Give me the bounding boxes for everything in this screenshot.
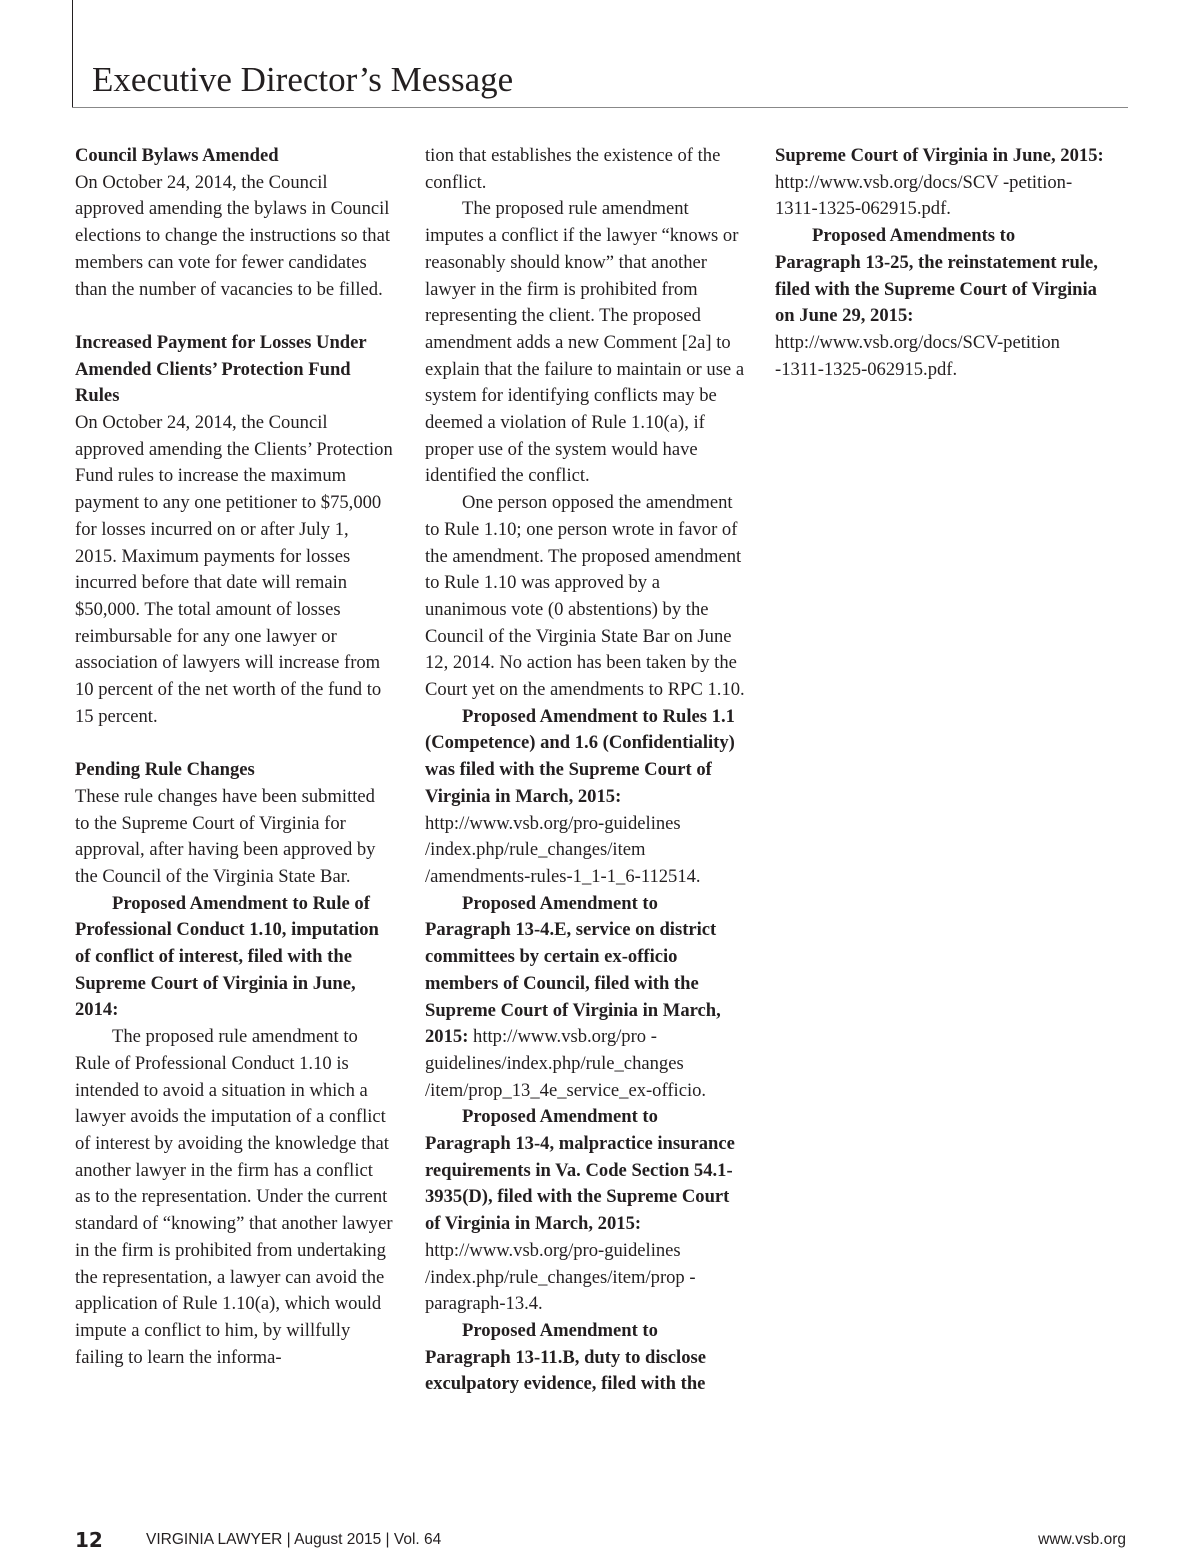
amendment-link[interactable]: http://www.vsb.org/docs/SCV-petition -1311-1325-062915.pdf.: [775, 331, 1060, 380]
spacer: [75, 730, 393, 757]
publication-info: VIRGINIA LAWYER | August 2015 | Vol. 64: [146, 1531, 442, 1548]
paragraph-continued: tion that establishes the existence of the conflict.: [425, 145, 721, 193]
amendment-link[interactable]: http://www.vsb.org/docs/SCV -petition-1311-1325-062915.pdf.: [775, 171, 1073, 220]
paragraph-vote: One person opposed the amendment to Rule 1.10; one person wrote in favor of the amendment. The proposed amendment to Rule 1.10 was approved by a unanimous vote (0 abstentions) by the Council of the Virginia State Bar on June 12, 2014. No action has been taken by the Court yet on the amendments to RPC 1.10.: [425, 492, 745, 701]
header-horizontal-rule: [72, 107, 1128, 108]
paragraph-imputes: The proposed rule amendment imputes a conflict if the lawyer “knows or reasonably should know” that another lawyer in the firm is prohibited from representing the client. The proposed amendment adds a new Comment [2a] to explain that the failure to maintain or use a system for identifying conflicts may be deemed a violation of Rule 1.10(a), if proper use of the system would have identified the conflict.: [425, 198, 745, 487]
section-heading-bylaws: Council Bylaws Amended: [75, 145, 279, 166]
paragraph-pending: These rule changes have been submitted to the Supreme Court of Virginia for approval, after having been approved by the Council of the Virginia State Bar.: [75, 785, 376, 887]
column-1: [75, 143, 393, 1371]
amendment-link[interactable]: http://www.vsb.org/pro-guidelines /index.php/rule_changes/item/prop -paragraph-13.4.: [425, 1239, 696, 1315]
section-heading-cpf: Increased Payment for Losses Under Amended Clients’ Protection Fund Rules: [75, 331, 367, 407]
amendment-heading: Proposed Amendment to Paragraph 13-4.E, service on district committees by certain ex-officio members of Council, filed with the Supreme Court of Virginia in March, 2015:: [425, 892, 721, 1048]
column-3: [775, 143, 1105, 383]
amendment-link[interactable]: http://www.vsb.org/pro -guidelines/index.php/rule_changes /item/prop_13_4e_service_ex-officio.: [425, 1026, 707, 1101]
paragraph-rpc-1-10: The proposed rule amendment to Rule of Professional Conduct 1.10 is intended to avoid a situation in which a lawyer avoids the imputation of a conflict of interest by avoiding the knowledge that another lawyer in the firm has a conflict as to the representation. Under the current standard of “knowing” that another lawyer in the firm is prohibited from undertaking the representation, a lawyer can avoid the application of Rule 1.10(a), which would impute a conflict to him, by willfully failing to learn the informa-: [75, 1026, 393, 1368]
amendment-heading: Supreme Court of Virginia in June, 2015:: [775, 145, 1104, 166]
amendment-entry-13-4e: [425, 891, 745, 1105]
amendment-link[interactable]: http://www.vsb.org/pro-guidelines /index.php/rule_changes/item /amendments-rules-1_1-1_6-112514.: [425, 812, 701, 887]
section-heading-pending: Pending Rule Changes: [75, 759, 255, 781]
amendment-heading: Proposed Amendment to Rules 1.1 (Competence) and 1.6 (Confidentiality) was filed with the Supreme Court of Virginia in March, 2015:: [425, 705, 735, 807]
column-2: [425, 143, 745, 1398]
amendment-heading-rpc-1-10: Proposed Amendment to Rule of Professional Conduct 1.10, imputation of conflict of interest, filed with the Supreme Court of Virginia in June, 2014:: [75, 892, 379, 1021]
paragraph-bylaws: On October 24, 2014, the Council approved amending the bylaws in Council elections to change the instructions so that members can vote for fewer candidates than the number of vacancies to be filled.: [75, 171, 390, 300]
amendment-entry-rules-1-1-1-6: [425, 704, 745, 891]
amendment-entry-13-25: [775, 223, 1105, 383]
amendment-heading: Proposed Amendments to Paragraph 13-25, the reinstatement rule, filed with the Supreme Court of Virginia on June 29, 2015:: [775, 225, 1098, 327]
page-number: 12: [75, 1528, 103, 1552]
footer-url[interactable]: www.vsb.org: [1038, 1531, 1126, 1548]
paragraph-cpf: On October 24, 2014, the Council approved amending the Clients’ Protection Fund rules to increase the maximum payment to any one petitioner to $75,000 for losses incurred on or after July 1, 2015. Maximum payments for losses incurred before that date will remain $50,000. The total amount of losses reimbursable for any one lawyer or association of lawyers will increase from 10 percent of the net worth of the fund to 15 percent.: [75, 412, 393, 727]
spacer: [75, 303, 393, 330]
amendment-entry-13-4: [425, 1104, 745, 1318]
amendment-entry-13-11b-continued: [775, 143, 1105, 223]
page-title: Executive Director’s Message: [92, 60, 514, 99]
amendment-heading-13-11b: Proposed Amendment to Paragraph 13-11.B, duty to disclose exculpatory evidence, filed with the: [425, 1319, 706, 1395]
amendment-heading: Proposed Amendment to Paragraph 13-4, malpractice insurance requirements in Va. Code Section 54.1-3935(D), filed with the Supreme Court of Virginia in March, 2015:: [425, 1106, 735, 1235]
header-vertical-rule: [72, 0, 73, 108]
